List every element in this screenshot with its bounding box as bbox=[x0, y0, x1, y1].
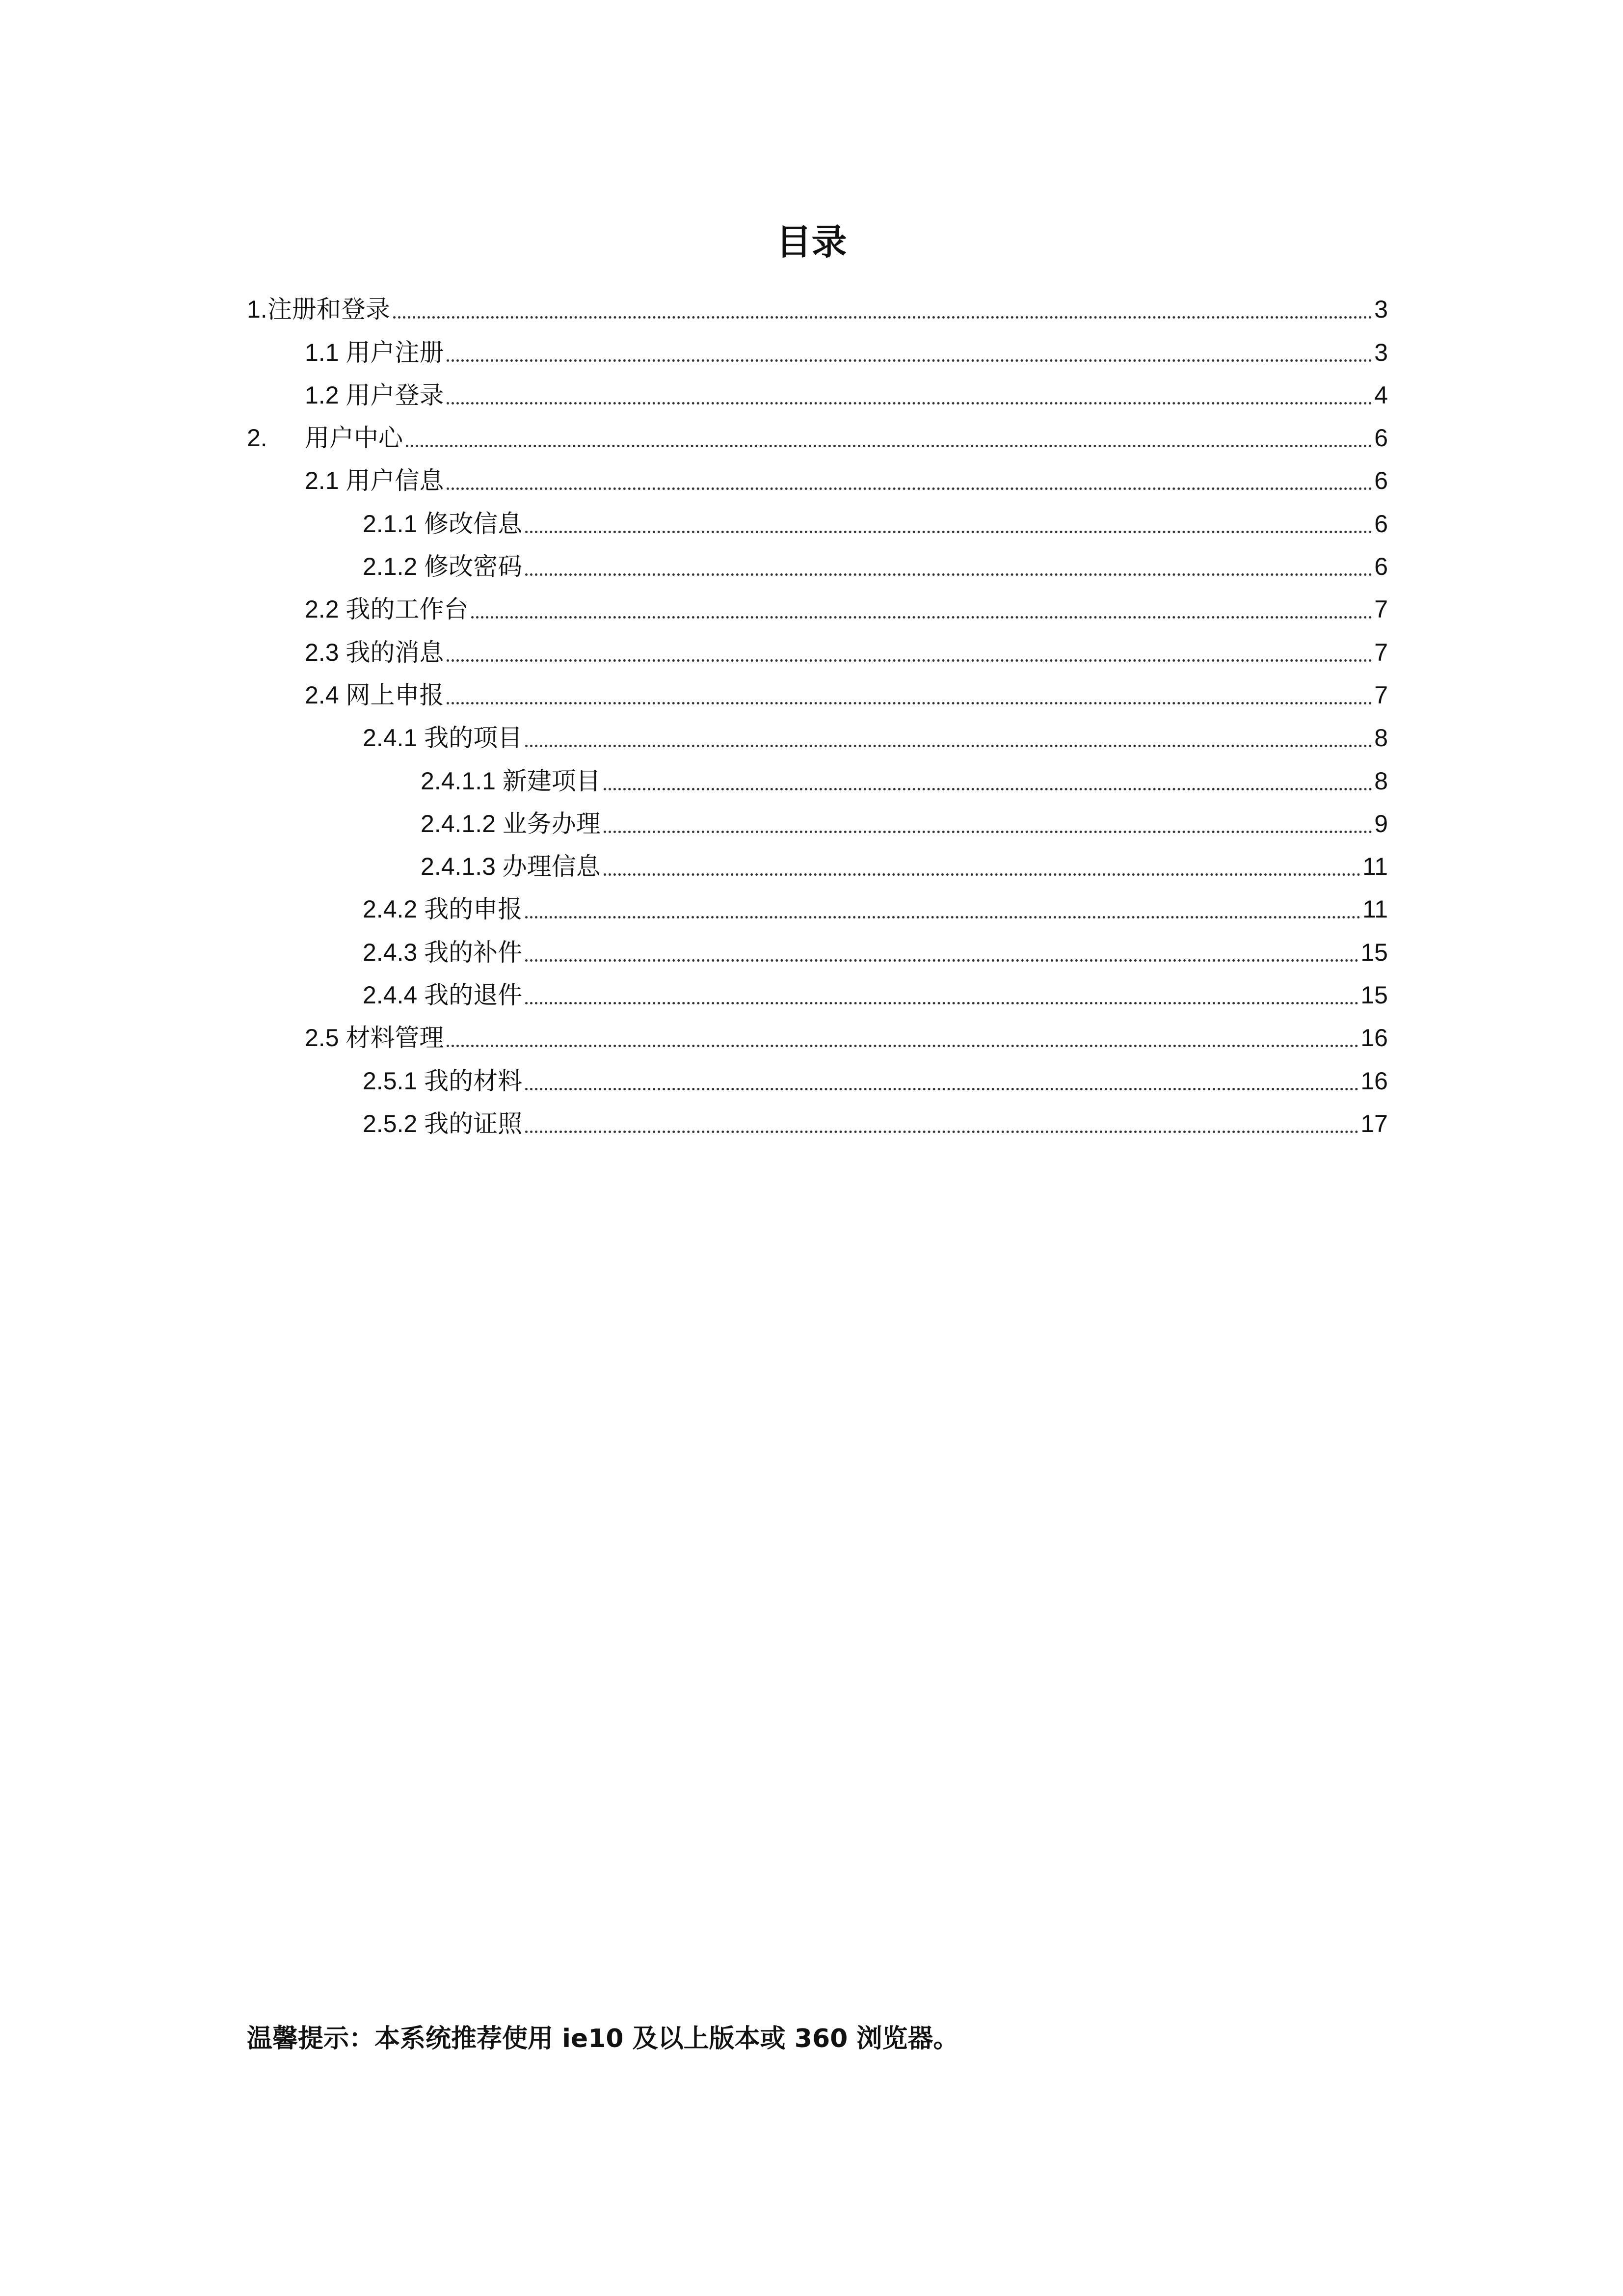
dot-leader bbox=[406, 445, 1372, 447]
toc-entry[interactable] bbox=[247, 1057, 1388, 1100]
toc-entry-label: 新建项目 bbox=[502, 766, 601, 795]
toc-entry-label: 注册和登录 bbox=[267, 295, 390, 324]
toc-entry-number: 2.5 bbox=[305, 1024, 346, 1052]
dot-leader bbox=[471, 616, 1372, 619]
toc-entry-page-number: 7 bbox=[1374, 638, 1388, 666]
toc-entry-page-number: 8 bbox=[1374, 767, 1388, 795]
toc-entry-number: 2.4.3 bbox=[363, 938, 425, 966]
toc-entry-page-number: 11 bbox=[1362, 895, 1388, 923]
toc-entry-number: 2.1.1 bbox=[363, 510, 425, 538]
toc-entry[interactable] bbox=[247, 1014, 1388, 1057]
toc-entry-page-number: 15 bbox=[1360, 981, 1388, 1009]
toc-entry-number: 1.1 bbox=[305, 338, 346, 366]
toc-entry-page-number: 6 bbox=[1374, 510, 1388, 538]
dot-leader bbox=[525, 1131, 1358, 1133]
toc-entry-label: 我的材料 bbox=[424, 1066, 523, 1095]
toc-title: 目录 bbox=[776, 221, 847, 263]
toc-entry[interactable] bbox=[247, 414, 1388, 457]
toc-entry-number: 2.5.2 bbox=[363, 1109, 425, 1137]
toc-entry[interactable] bbox=[247, 543, 1388, 586]
dot-leader bbox=[393, 316, 1372, 319]
toc-entry-label: 用户登录 bbox=[346, 380, 444, 409]
table-of-contents bbox=[247, 286, 1388, 1143]
toc-entry-label: 用户中心 bbox=[305, 424, 403, 453]
toc-entry-page-number: 9 bbox=[1374, 810, 1388, 837]
toc-entry-label: 网上申报 bbox=[346, 680, 444, 709]
toc-entry-number: 2.2 bbox=[305, 595, 346, 623]
toc-entry[interactable] bbox=[247, 1100, 1388, 1143]
toc-entry-number: 2.3 bbox=[305, 638, 346, 666]
toc-entry-label: 修改密码 bbox=[424, 552, 523, 581]
toc-entry-number: 2.4.1.3 bbox=[421, 853, 503, 881]
toc-entry-label: 用户注册 bbox=[346, 338, 444, 367]
toc-entry-number: 2.4.2 bbox=[363, 895, 425, 923]
toc-entry-number: 2.4.1 bbox=[363, 724, 425, 752]
dot-leader bbox=[447, 659, 1372, 662]
toc-entry[interactable] bbox=[247, 972, 1388, 1014]
toc-entry-page-number: 4 bbox=[1374, 381, 1388, 409]
dot-leader bbox=[447, 702, 1372, 704]
toc-entry-page-number: 16 bbox=[1360, 1024, 1388, 1052]
toc-entry-number: 2.1 bbox=[305, 467, 346, 495]
dot-leader bbox=[604, 788, 1372, 790]
toc-entry[interactable] bbox=[247, 457, 1388, 500]
dot-leader bbox=[604, 831, 1372, 833]
toc-entry-label: 办理信息 bbox=[502, 852, 601, 881]
toc-entry[interactable] bbox=[247, 286, 1388, 328]
dot-leader bbox=[447, 359, 1372, 362]
toc-entry-page-number: 6 bbox=[1374, 553, 1388, 581]
toc-entry-page-number: 16 bbox=[1360, 1067, 1388, 1095]
toc-entry[interactable] bbox=[247, 372, 1388, 414]
toc-entry-label: 我的项目 bbox=[424, 724, 523, 753]
toc-entry[interactable] bbox=[247, 757, 1388, 800]
toc-entry-label: 我的消息 bbox=[346, 638, 444, 667]
toc-entry-label: 修改信息 bbox=[424, 509, 523, 538]
dot-leader bbox=[525, 1088, 1358, 1090]
toc-entry-page-number: 17 bbox=[1360, 1109, 1388, 1137]
toc-entry[interactable] bbox=[247, 800, 1388, 843]
toc-entry-number: 2.5.1 bbox=[363, 1067, 425, 1095]
toc-entry-number: 1.2 bbox=[305, 381, 346, 409]
toc-entry-label: 材料管理 bbox=[346, 1024, 444, 1053]
toc-entry-label: 我的申报 bbox=[424, 895, 523, 924]
toc-entry-page-number: 6 bbox=[1374, 467, 1388, 495]
toc-entry-page-number: 3 bbox=[1374, 296, 1388, 324]
toc-entry[interactable] bbox=[247, 843, 1388, 886]
toc-entry-number: 1. bbox=[247, 296, 267, 324]
toc-entry-label: 用户信息 bbox=[346, 466, 444, 495]
toc-entry[interactable] bbox=[247, 714, 1388, 757]
toc-entry-label: 我的证照 bbox=[424, 1109, 523, 1138]
toc-entry[interactable] bbox=[247, 500, 1388, 542]
dot-leader bbox=[447, 402, 1372, 405]
dot-leader bbox=[525, 1002, 1358, 1004]
toc-entry-number: 2.4 bbox=[305, 681, 346, 709]
toc-entry-number: 2.4.1.2 bbox=[421, 810, 503, 837]
toc-entry-page-number: 11 bbox=[1362, 853, 1388, 881]
browser-tip: 温馨提示：本系统推荐使用 ie10 及以上版本或 360 浏览器。 bbox=[247, 2024, 959, 2053]
dot-leader bbox=[525, 531, 1372, 533]
toc-entry[interactable] bbox=[247, 628, 1388, 671]
toc-entry-number: 2.4.1.1 bbox=[421, 767, 503, 795]
dot-leader bbox=[525, 916, 1360, 918]
toc-entry-page-number: 8 bbox=[1374, 724, 1388, 752]
toc-entry-page-number: 15 bbox=[1360, 938, 1388, 966]
toc-entry-page-number: 7 bbox=[1374, 681, 1388, 709]
toc-entry-label: 我的工作台 bbox=[346, 595, 469, 624]
toc-entry[interactable] bbox=[247, 672, 1388, 714]
dot-leader bbox=[604, 873, 1360, 876]
toc-entry-page-number: 3 bbox=[1374, 338, 1388, 366]
toc-entry-page-number: 7 bbox=[1374, 595, 1388, 623]
toc-entry-page-number: 6 bbox=[1374, 424, 1388, 452]
dot-leader bbox=[525, 573, 1372, 576]
toc-entry[interactable] bbox=[247, 886, 1388, 928]
toc-entry-number: 2.1.2 bbox=[363, 553, 425, 581]
toc-entry[interactable] bbox=[247, 586, 1388, 628]
toc-entry[interactable] bbox=[247, 928, 1388, 971]
dot-leader bbox=[447, 1045, 1358, 1047]
toc-entry-number: 2. bbox=[247, 424, 267, 452]
dot-leader bbox=[447, 487, 1372, 490]
toc-entry-label: 我的补件 bbox=[424, 938, 523, 967]
toc-entry-number: 2.4.4 bbox=[363, 981, 425, 1009]
toc-entry[interactable] bbox=[247, 328, 1388, 371]
toc-entry-label: 我的退件 bbox=[424, 981, 523, 1010]
dot-leader bbox=[525, 745, 1372, 747]
toc-entry-label: 业务办理 bbox=[502, 809, 601, 838]
dot-leader bbox=[525, 959, 1358, 962]
